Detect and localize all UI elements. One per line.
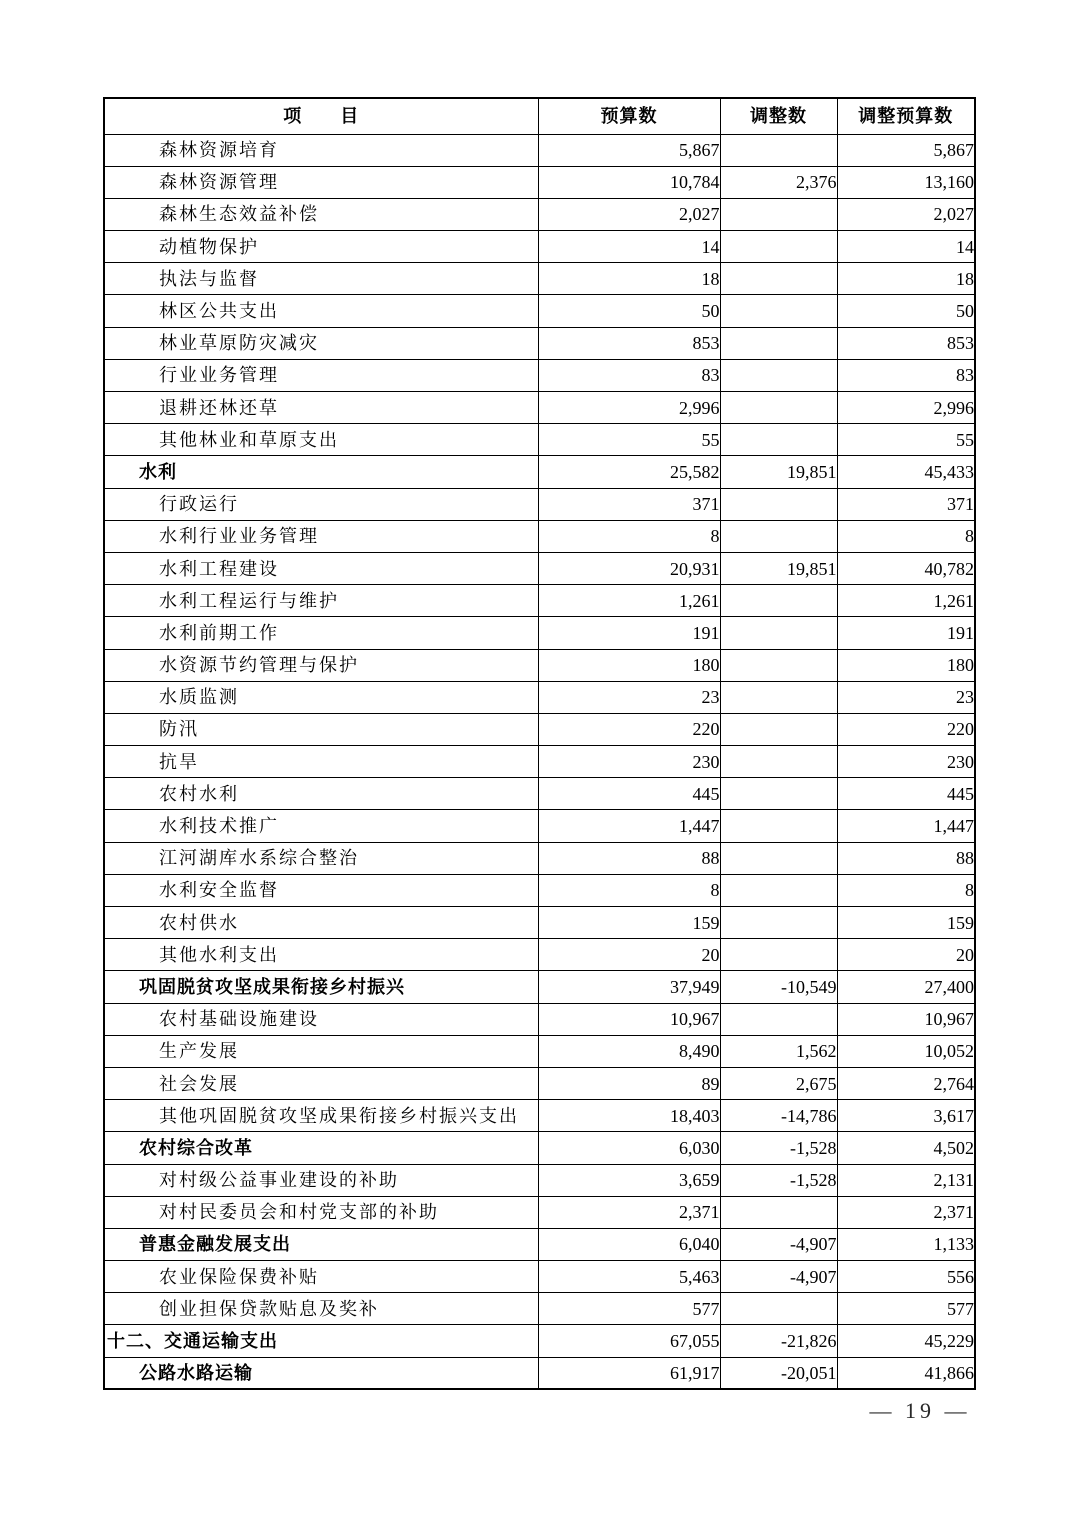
adjusted-budget-cell: 230 <box>837 746 975 778</box>
item-cell: 行政运行 <box>104 488 538 520</box>
budget-cell: 2,371 <box>538 1196 720 1228</box>
adjustment-cell: -4,907 <box>720 1261 837 1293</box>
adjustment-cell <box>720 327 837 359</box>
header-row <box>104 98 975 134</box>
adjustment-cell <box>720 939 837 971</box>
table-row <box>104 1164 975 1196</box>
adjustment-cell: 19,851 <box>720 456 837 488</box>
item-cell: 农村综合改革 <box>104 1132 538 1164</box>
adjustment-cell: -4,907 <box>720 1228 837 1260</box>
table-row <box>104 1293 975 1325</box>
item-cell: 水利 <box>104 456 538 488</box>
adjusted-budget-cell: 445 <box>837 778 975 810</box>
adjustment-cell <box>720 681 837 713</box>
adjusted-budget-cell: 220 <box>837 713 975 745</box>
adjustment-cell <box>720 295 837 327</box>
adjusted-budget-cell: 14 <box>837 231 975 263</box>
adjustment-cell <box>720 359 837 391</box>
adjusted-budget-cell: 10,052 <box>837 1035 975 1067</box>
adjustment-cell: 2,376 <box>720 166 837 198</box>
table-row <box>104 713 975 745</box>
page-number: — 19 — <box>869 1398 971 1423</box>
adjusted-budget-cell: 2,027 <box>837 198 975 230</box>
budget-cell: 10,784 <box>538 166 720 198</box>
item-cell: 十二、交通运输支出 <box>104 1325 538 1357</box>
budget-cell: 67,055 <box>538 1325 720 1357</box>
table-row <box>104 1035 975 1067</box>
item-cell: 抗旱 <box>104 746 538 778</box>
table-row <box>104 778 975 810</box>
item-cell: 水利行业业务管理 <box>104 520 538 552</box>
table-row <box>104 585 975 617</box>
table-row <box>104 810 975 842</box>
budget-cell: 50 <box>538 295 720 327</box>
item-cell: 行业业务管理 <box>104 359 538 391</box>
adjustment-cell: -20,051 <box>720 1357 837 1389</box>
adjusted-budget-cell: 4,502 <box>837 1132 975 1164</box>
table-row <box>104 617 975 649</box>
budget-cell: 180 <box>538 649 720 681</box>
budget-cell: 18 <box>538 263 720 295</box>
budget-cell: 89 <box>538 1067 720 1099</box>
table-row <box>104 488 975 520</box>
table-row <box>104 327 975 359</box>
table-row <box>104 1100 975 1132</box>
table-row <box>104 231 975 263</box>
table-row <box>104 166 975 198</box>
budget-cell: 5,463 <box>538 1261 720 1293</box>
adjusted-budget-cell: 13,160 <box>837 166 975 198</box>
adjusted-budget-cell: 45,433 <box>837 456 975 488</box>
item-cell: 普惠金融发展支出 <box>104 1228 538 1260</box>
adjusted-budget-cell: 1,447 <box>837 810 975 842</box>
adjustment-cell <box>720 1293 837 1325</box>
item-cell: 林业草原防灾减灾 <box>104 327 538 359</box>
item-cell: 创业担保贷款贴息及奖补 <box>104 1293 538 1325</box>
header-item: 项 目 <box>104 98 538 134</box>
adjustment-cell <box>720 842 837 874</box>
table-row <box>104 134 975 166</box>
adjustment-cell: -1,528 <box>720 1164 837 1196</box>
budget-cell: 159 <box>538 907 720 939</box>
table-row <box>104 1325 975 1357</box>
item-cell: 水质监测 <box>104 681 538 713</box>
adjustment-cell <box>720 746 837 778</box>
budget-cell: 55 <box>538 424 720 456</box>
item-cell: 对村民委员会和村党支部的补助 <box>104 1196 538 1228</box>
item-cell: 防汛 <box>104 713 538 745</box>
adjustment-cell <box>720 810 837 842</box>
adjusted-budget-cell: 556 <box>837 1261 975 1293</box>
adjusted-budget-cell: 3,617 <box>837 1100 975 1132</box>
budget-cell: 1,447 <box>538 810 720 842</box>
item-cell: 其他巩固脱贫攻坚成果衔接乡村振兴支出 <box>104 1100 538 1132</box>
adjusted-budget-cell: 2,371 <box>837 1196 975 1228</box>
budget-cell: 23 <box>538 681 720 713</box>
adjustment-cell <box>720 198 837 230</box>
adjustment-cell <box>720 488 837 520</box>
adjustment-cell <box>720 231 837 263</box>
item-cell: 生产发展 <box>104 1035 538 1067</box>
adjustment-cell <box>720 778 837 810</box>
item-cell: 水资源节约管理与保护 <box>104 649 538 681</box>
adjusted-budget-cell: 10,967 <box>837 1003 975 1035</box>
budget-cell: 88 <box>538 842 720 874</box>
budget-cell: 10,967 <box>538 1003 720 1035</box>
budget-cell: 3,659 <box>538 1164 720 1196</box>
adjusted-budget-cell: 191 <box>837 617 975 649</box>
budget-table <box>103 97 976 1390</box>
table-header <box>104 98 975 134</box>
table-row <box>104 392 975 424</box>
adjusted-budget-cell: 1,133 <box>837 1228 975 1260</box>
adjustment-cell: -1,528 <box>720 1132 837 1164</box>
adjusted-budget-cell: 180 <box>837 649 975 681</box>
adjustment-cell <box>720 424 837 456</box>
adjustment-cell <box>720 392 837 424</box>
budget-cell: 8 <box>538 520 720 552</box>
item-cell: 森林资源培育 <box>104 134 538 166</box>
adjusted-budget-cell: 20 <box>837 939 975 971</box>
table-row <box>104 552 975 584</box>
item-cell: 水利安全监督 <box>104 874 538 906</box>
adjustment-cell <box>720 134 837 166</box>
budget-cell: 20 <box>538 939 720 971</box>
adjusted-budget-cell: 2,996 <box>837 392 975 424</box>
budget-cell: 853 <box>538 327 720 359</box>
item-cell: 执法与监督 <box>104 263 538 295</box>
adjusted-budget-cell: 8 <box>837 874 975 906</box>
header-budget: 预算数 <box>538 98 720 134</box>
item-cell: 水利前期工作 <box>104 617 538 649</box>
item-cell: 其他水利支出 <box>104 939 538 971</box>
budget-cell: 8 <box>538 874 720 906</box>
item-cell: 农村水利 <box>104 778 538 810</box>
item-cell: 江河湖库水系综合整治 <box>104 842 538 874</box>
table-body <box>104 134 975 1389</box>
budget-cell: 230 <box>538 746 720 778</box>
adjustment-cell <box>720 263 837 295</box>
adjustment-cell: -14,786 <box>720 1100 837 1132</box>
table-row <box>104 1228 975 1260</box>
adjusted-budget-cell: 1,261 <box>837 585 975 617</box>
table-row <box>104 681 975 713</box>
adjusted-budget-cell: 50 <box>837 295 975 327</box>
budget-cell: 220 <box>538 713 720 745</box>
budget-cell: 577 <box>538 1293 720 1325</box>
budget-cell: 37,949 <box>538 971 720 1003</box>
table-row <box>104 198 975 230</box>
adjustment-cell <box>720 585 837 617</box>
adjusted-budget-cell: 27,400 <box>837 971 975 1003</box>
table-row <box>104 359 975 391</box>
adjusted-budget-cell: 159 <box>837 907 975 939</box>
item-cell: 森林生态效益补偿 <box>104 198 538 230</box>
adjustment-cell <box>720 713 837 745</box>
adjustment-cell: -21,826 <box>720 1325 837 1357</box>
adjustment-cell <box>720 907 837 939</box>
adjusted-budget-cell: 5,867 <box>837 134 975 166</box>
table-row <box>104 424 975 456</box>
item-cell: 水利工程建设 <box>104 552 538 584</box>
table-row <box>104 939 975 971</box>
item-cell: 森林资源管理 <box>104 166 538 198</box>
item-cell: 社会发展 <box>104 1067 538 1099</box>
adjustment-cell: 2,675 <box>720 1067 837 1099</box>
budget-cell: 14 <box>538 231 720 263</box>
adjusted-budget-cell: 23 <box>837 681 975 713</box>
table-row <box>104 971 975 1003</box>
adjusted-budget-cell: 371 <box>837 488 975 520</box>
header-adjustment: 调整数 <box>720 98 837 134</box>
item-cell: 公路水路运输 <box>104 1357 538 1389</box>
item-cell: 农业保险保费补贴 <box>104 1261 538 1293</box>
adjusted-budget-cell: 18 <box>837 263 975 295</box>
item-cell: 退耕还林还草 <box>104 392 538 424</box>
table-row <box>104 1067 975 1099</box>
budget-cell: 2,027 <box>538 198 720 230</box>
adjustment-cell: -10,549 <box>720 971 837 1003</box>
adjusted-budget-cell: 88 <box>837 842 975 874</box>
item-cell: 水利技术推广 <box>104 810 538 842</box>
adjusted-budget-cell: 2,131 <box>837 1164 975 1196</box>
item-cell: 对村级公益事业建设的补助 <box>104 1164 538 1196</box>
budget-cell: 8,490 <box>538 1035 720 1067</box>
item-cell: 农村基础设施建设 <box>104 1003 538 1035</box>
item-cell: 巩固脱贫攻坚成果衔接乡村振兴 <box>104 971 538 1003</box>
budget-cell: 1,261 <box>538 585 720 617</box>
table-row <box>104 907 975 939</box>
adjusted-budget-cell: 40,782 <box>837 552 975 584</box>
table-row <box>104 746 975 778</box>
table-row <box>104 1132 975 1164</box>
table-row <box>104 842 975 874</box>
budget-cell: 2,996 <box>538 392 720 424</box>
header-adjusted-budget: 调整预算数 <box>837 98 975 134</box>
budget-cell: 371 <box>538 488 720 520</box>
budget-cell: 20,931 <box>538 552 720 584</box>
table-row <box>104 1261 975 1293</box>
adjusted-budget-cell: 2,764 <box>837 1067 975 1099</box>
adjustment-cell: 1,562 <box>720 1035 837 1067</box>
adjustment-cell <box>720 1003 837 1035</box>
adjusted-budget-cell: 55 <box>837 424 975 456</box>
item-cell: 水利工程运行与维护 <box>104 585 538 617</box>
item-cell: 农村供水 <box>104 907 538 939</box>
adjusted-budget-cell: 45,229 <box>837 1325 975 1357</box>
table-row <box>104 874 975 906</box>
item-cell: 动植物保护 <box>104 231 538 263</box>
adjusted-budget-cell: 83 <box>837 359 975 391</box>
adjustment-cell <box>720 649 837 681</box>
table-row <box>104 263 975 295</box>
budget-cell: 61,917 <box>538 1357 720 1389</box>
budget-cell: 83 <box>538 359 720 391</box>
adjustment-cell <box>720 1196 837 1228</box>
adjusted-budget-cell: 853 <box>837 327 975 359</box>
adjusted-budget-cell: 41,866 <box>837 1357 975 1389</box>
item-cell: 林区公共支出 <box>104 295 538 327</box>
budget-cell: 6,030 <box>538 1132 720 1164</box>
adjusted-budget-cell: 8 <box>837 520 975 552</box>
table-row <box>104 1003 975 1035</box>
adjustment-cell <box>720 520 837 552</box>
table-row <box>104 456 975 488</box>
table-row <box>104 649 975 681</box>
adjustment-cell <box>720 617 837 649</box>
table-row <box>104 1196 975 1228</box>
item-cell: 其他林业和草原支出 <box>104 424 538 456</box>
budget-cell: 18,403 <box>538 1100 720 1132</box>
budget-cell: 6,040 <box>538 1228 720 1260</box>
budget-cell: 445 <box>538 778 720 810</box>
budget-cell: 5,867 <box>538 134 720 166</box>
table-row <box>104 295 975 327</box>
table-row <box>104 520 975 552</box>
budget-cell: 191 <box>538 617 720 649</box>
table-row <box>104 1357 975 1389</box>
adjusted-budget-cell: 577 <box>837 1293 975 1325</box>
adjustment-cell <box>720 874 837 906</box>
budget-cell: 25,582 <box>538 456 720 488</box>
adjustment-cell: 19,851 <box>720 552 837 584</box>
